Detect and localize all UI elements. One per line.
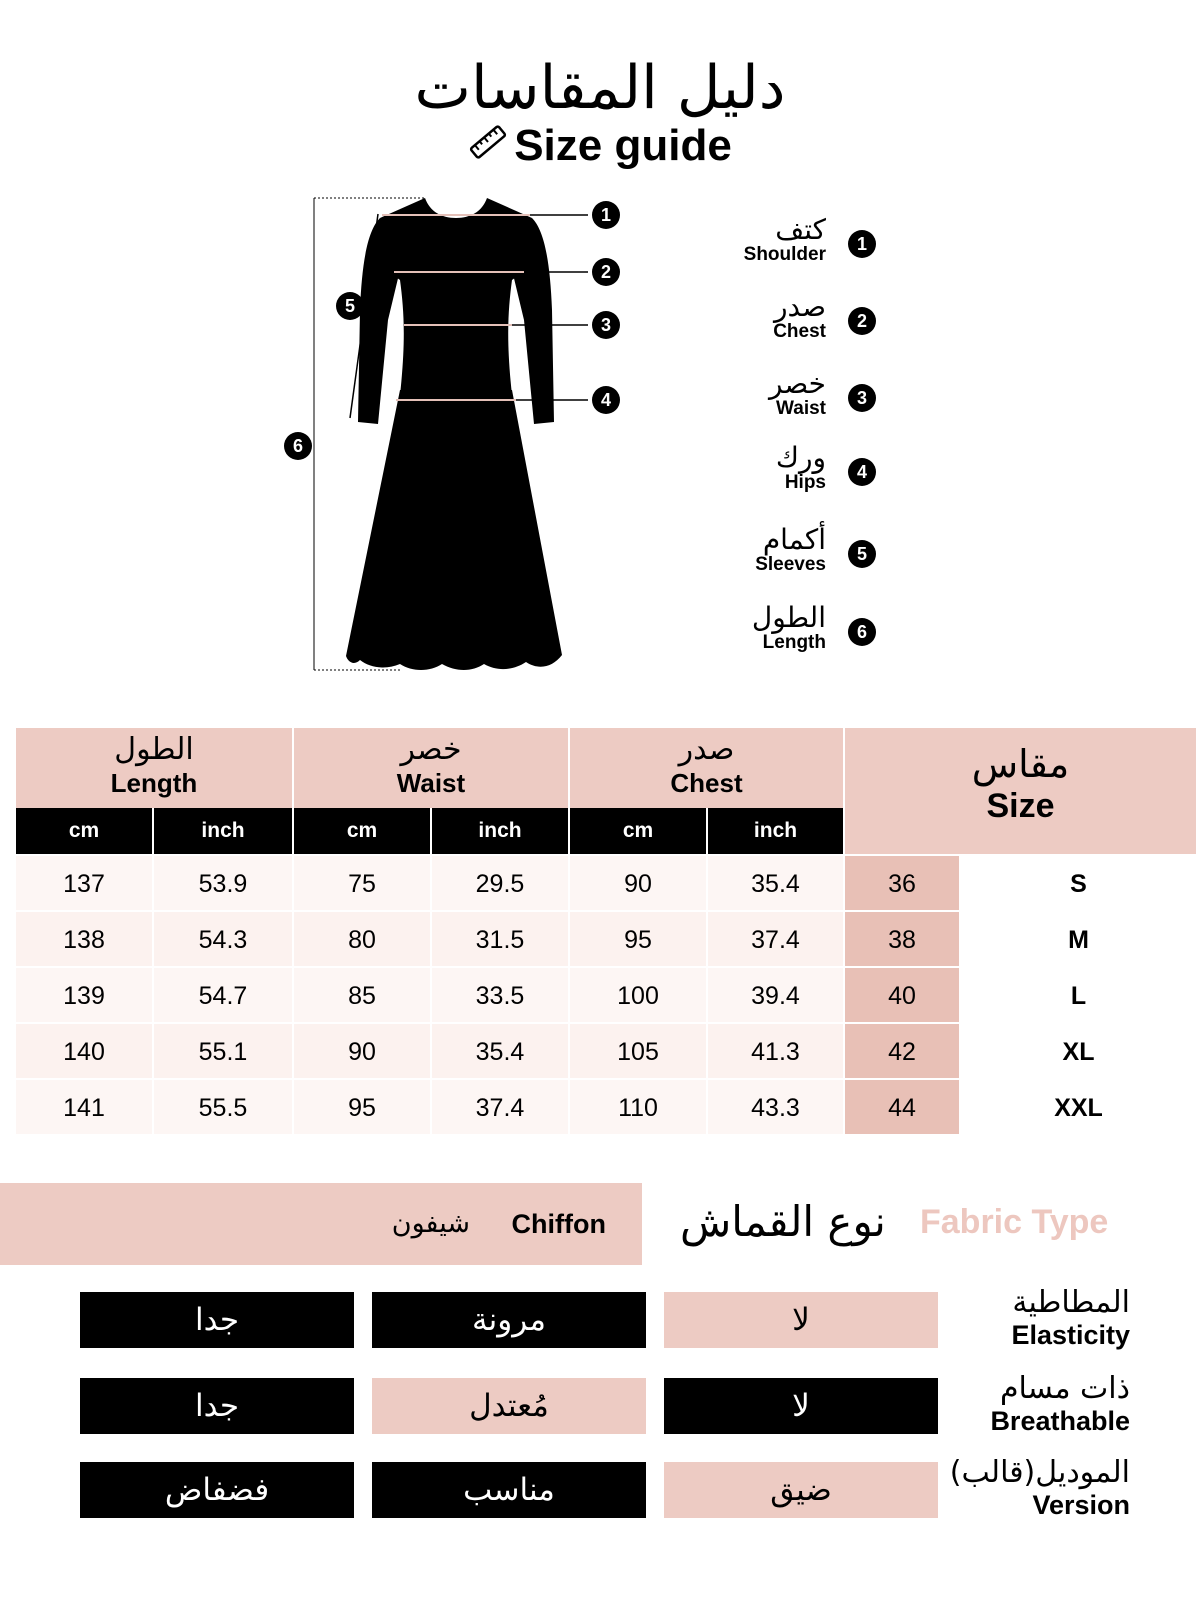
table-cell-letter-size: L: [961, 968, 1196, 1022]
fabric-title-en: Fabric Type: [920, 1203, 1109, 1241]
attribute-option-selected: لا: [664, 1292, 938, 1348]
table-cell: 80: [294, 912, 430, 966]
fabric-title-ar: نوع القماش: [680, 1197, 886, 1246]
diagram-number: 3: [592, 311, 620, 339]
table-cell: 139: [16, 968, 152, 1022]
legend-item-shoulder: [690, 212, 890, 282]
table-cell: 137: [16, 856, 152, 910]
header-waist: [294, 728, 568, 808]
unit-cell: inch: [708, 808, 843, 854]
attribute-label-en: Elasticity: [1011, 1320, 1130, 1350]
table-cell: 54.7: [154, 968, 292, 1022]
table-cell: 35.4: [708, 856, 843, 910]
attribute-label-ar: ذات مسام: [999, 1371, 1130, 1406]
header-ar: صدر: [678, 732, 735, 767]
table-cell: 85: [294, 968, 430, 1022]
attribute-label: [890, 1286, 1130, 1350]
header-length: [16, 728, 292, 808]
attribute-label: [890, 1372, 1130, 1436]
table-row: [16, 856, 1196, 912]
title-english: [0, 118, 1200, 176]
legend-label-ar: الطول: [751, 601, 826, 634]
legend-number: 3: [848, 384, 876, 412]
legend-label-ar: صدر: [774, 290, 826, 323]
table-cell-eu-size: 40: [845, 968, 959, 1022]
table-cell: 90: [294, 1024, 430, 1078]
header-ar: خصر: [400, 732, 462, 767]
dress-skirt: [346, 390, 562, 670]
attribute-option: لا: [664, 1378, 938, 1434]
attribute-row-version: [0, 1455, 1200, 1522]
table-cell: 110: [570, 1080, 706, 1134]
legend-number: 1: [848, 230, 876, 258]
legend-item-waist: [690, 366, 890, 436]
table-cell-eu-size: 38: [845, 912, 959, 966]
table-cell: 33.5: [432, 968, 568, 1022]
unit-cell: inch: [432, 808, 568, 854]
header-size: [845, 728, 1196, 854]
header-ar: الطول: [114, 732, 194, 767]
fabric-value-bar: [0, 1183, 642, 1265]
table-cell: 54.3: [154, 912, 292, 966]
table-cell-letter-size: XL: [961, 1024, 1196, 1078]
unit-cell: inch: [154, 808, 292, 854]
attribute-label: [890, 1456, 1130, 1520]
table-cell: 141: [16, 1080, 152, 1134]
diagram-number: 5: [336, 292, 364, 320]
legend-item-length: [690, 600, 890, 670]
dress-body: [380, 198, 532, 395]
table-cell: 100: [570, 968, 706, 1022]
table-row: [16, 1024, 1196, 1080]
table-cell: 37.4: [432, 1080, 568, 1134]
attribute-option: جدا: [80, 1292, 354, 1348]
legend-item-chest: [690, 289, 890, 359]
ruler-icon: [468, 120, 508, 176]
legend-label-ar: أكمام: [762, 523, 826, 556]
table-cell: 55.5: [154, 1080, 292, 1134]
unit-cell: cm: [570, 808, 706, 854]
table-cell: 35.4: [432, 1024, 568, 1078]
table-cell: 41.3: [708, 1024, 843, 1078]
header-en: Length: [110, 768, 198, 798]
table-cell: 95: [570, 912, 706, 966]
table-cell: 31.5: [432, 912, 568, 966]
attribute-label-en: Breathable: [990, 1406, 1130, 1436]
attribute-label-ar: المطاطية: [1012, 1285, 1130, 1320]
header-chest: [570, 728, 843, 808]
attribute-option: مناسب: [372, 1462, 646, 1518]
legend-number: 2: [848, 307, 876, 335]
title-english-text: Size guide: [514, 121, 732, 170]
table-cell: 43.3: [708, 1080, 843, 1134]
legend-number: 6: [848, 618, 876, 646]
legend-number: 4: [848, 458, 876, 486]
attribute-option: فضفاض: [80, 1462, 354, 1518]
unit-cell: cm: [16, 808, 152, 854]
table-cell: 53.9: [154, 856, 292, 910]
attribute-option: جدا: [80, 1378, 354, 1434]
unit-cell: cm: [294, 808, 430, 854]
table-cell-eu-size: 44: [845, 1080, 959, 1134]
fabric-value-ar: شيفون: [391, 1208, 470, 1239]
legend-label-en: Chest: [773, 321, 826, 342]
legend-label-ar: ورك: [775, 441, 826, 474]
table-cell: 138: [16, 912, 152, 966]
header-ar: مقاس: [971, 742, 1070, 786]
attribute-option-selected: مُعتدل: [372, 1378, 646, 1434]
header-en: Chest: [670, 768, 743, 798]
diagram-number: 6: [284, 432, 312, 460]
diagram-number: 4: [592, 386, 620, 414]
table-cell-letter-size: S: [961, 856, 1196, 910]
attribute-label-en: Version: [1032, 1490, 1130, 1520]
table-cell: 105: [570, 1024, 706, 1078]
attribute-row-breathable: [0, 1371, 1200, 1438]
table-cell: 37.4: [708, 912, 843, 966]
legend-item-hips: [690, 440, 890, 510]
diagram-number: 2: [592, 258, 620, 286]
table-cell: 55.1: [154, 1024, 292, 1078]
table-cell: 95: [294, 1080, 430, 1134]
legend-label-en: Length: [762, 632, 826, 653]
dress-diagram: [280, 190, 640, 700]
legend-item-sleeves: [690, 522, 890, 592]
legend-number: 5: [848, 540, 876, 568]
attribute-label-ar: (الموديل(قالب: [949, 1455, 1130, 1490]
table-row: [16, 1080, 1196, 1136]
attribute-option-selected: ضيق: [664, 1462, 938, 1518]
table-cell: 75: [294, 856, 430, 910]
fabric-value-en: Chiffon: [511, 1209, 606, 1239]
table-cell-letter-size: M: [961, 912, 1196, 966]
legend-label-ar: خصر: [768, 367, 826, 400]
header-en: Size: [986, 787, 1055, 825]
table-cell: 140: [16, 1024, 152, 1078]
table-cell: 90: [570, 856, 706, 910]
legend-label-en: Waist: [776, 398, 826, 419]
attribute-row-elasticity: [0, 1285, 1200, 1352]
legend-label-en: Sleeves: [755, 554, 826, 575]
title-arabic: دليل المقاسات: [414, 53, 786, 123]
legend-label-en: Hips: [784, 472, 826, 493]
table-cell: 29.5: [432, 856, 568, 910]
table-cell-eu-size: 42: [845, 1024, 959, 1078]
table-cell: 39.4: [708, 968, 843, 1022]
diagram-number: 1: [592, 201, 620, 229]
legend-label-ar: كتف: [775, 213, 826, 246]
table-row: [16, 968, 1196, 1024]
header-en: Waist: [396, 768, 466, 798]
legend-label-en: Shoulder: [743, 244, 826, 265]
table-cell-eu-size: 36: [845, 856, 959, 910]
table-cell-letter-size: XXL: [961, 1080, 1196, 1134]
table-row: [16, 912, 1196, 968]
attribute-option: مرونة: [372, 1292, 646, 1348]
